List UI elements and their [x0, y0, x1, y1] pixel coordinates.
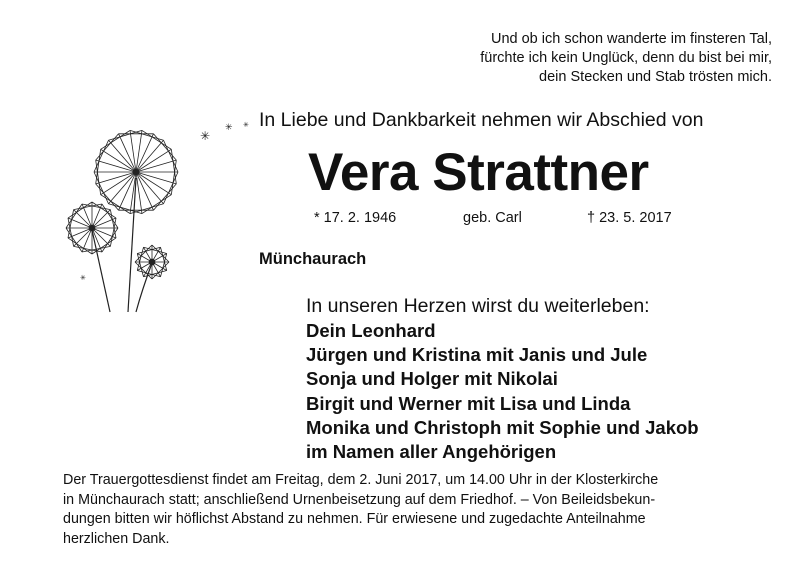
maiden-name: geb. Carl [463, 210, 522, 226]
service-line: Der Trauergottesdienst findet am Freitag, dem 2. Juni 2017, um 14.00 Uhr in der Klosterkirche [63, 472, 659, 488]
mourner-line: Monika und Christoph mit Sophie und Jakob [306, 416, 699, 438]
svg-text:✳: ✳ [200, 129, 211, 143]
mourner-line: im Namen aller Angehörigen [306, 441, 557, 463]
dandelion-icon [40, 100, 250, 320]
birth-date: * 17. 2. 1946 [314, 210, 397, 226]
place-name: Münchaurach [259, 250, 367, 268]
mourner-line: Jürgen und Kristina mit Janis und Jule [306, 344, 648, 366]
service-line: in Münchaurach statt; anschließend Urnenbeisetzung auf dem Friedhof. – Von Beileidsbekun- [63, 491, 656, 508]
psalm-line: dein Stecken und Stab trösten mich. [539, 69, 772, 85]
mourner-line: Dein Leonhard [306, 320, 436, 341]
service-notice [63, 471, 763, 549]
deceased-name: Vera Strattner [308, 143, 649, 202]
psalm-line: Und ob ich schon wanderte im finsteren Tal, [490, 31, 772, 47]
mourners-intro: In unseren Herzen wirst du weiterleben: [306, 295, 650, 317]
farewell-intro: In Liebe und Dankbarkeit nehmen wir Abschied von [259, 109, 704, 131]
mourner-line: Sonja und Holger mit Nikolai [306, 368, 558, 390]
service-line: herzlichen Dank. [63, 530, 170, 547]
mourners-list [306, 319, 699, 464]
psalm-quote [392, 30, 772, 87]
service-line: dungen bitten wir höflichst Abstand zu nehmen. Für erwiesene und zugedachte Anteilnahme [63, 511, 646, 527]
svg-text:✳: ✳ [243, 121, 249, 129]
svg-text:✳: ✳ [80, 274, 86, 282]
mourner-line: Birgit und Werner mit Lisa und Linda [306, 392, 631, 414]
death-date: † 23. 5. 2017 [587, 210, 672, 226]
psalm-line: fürchte ich kein Unglück, denn du bist bei mir, [480, 50, 772, 66]
svg-text:✳: ✳ [225, 123, 233, 133]
